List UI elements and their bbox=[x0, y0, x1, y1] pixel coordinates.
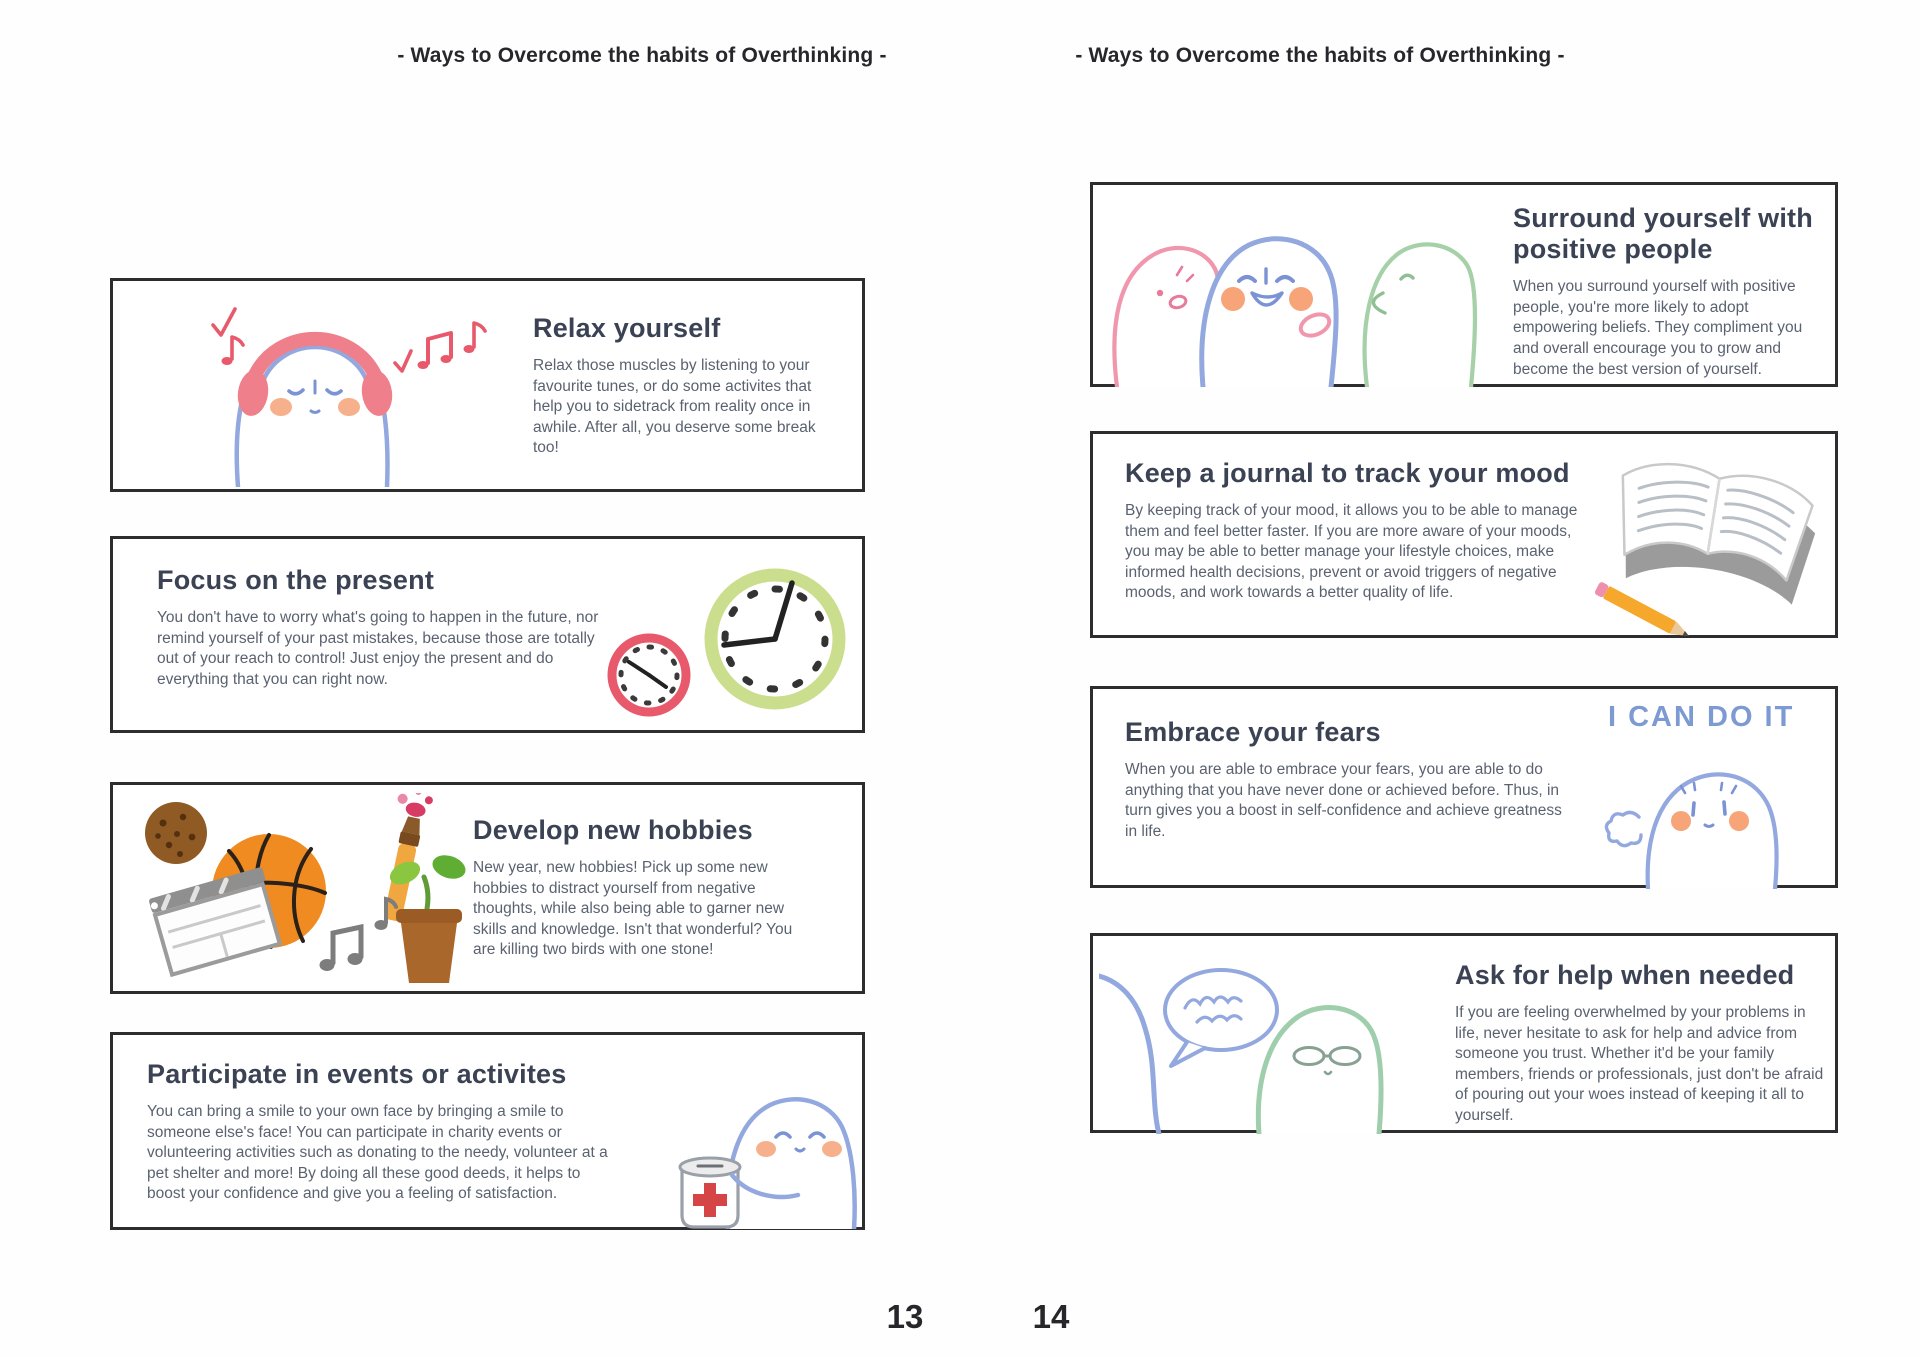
three-blobs-illustration bbox=[1105, 205, 1503, 387]
open-book-icon bbox=[1607, 456, 1822, 606]
determined-blob-icon bbox=[1648, 774, 1777, 889]
card-title: Ask for help when needed bbox=[1455, 960, 1795, 990]
hobbies-illustration bbox=[131, 793, 473, 991]
headphones-blob-icon bbox=[235, 336, 395, 487]
card-body: When you surround yourself with positive people, you're more likely to adopt empowering beliefs. They compliment you and overall encourage you to grow and become the best version of yourself. bbox=[1513, 278, 1803, 378]
card-title: Embrace your fears bbox=[1125, 717, 1381, 747]
card-surround-positive-people bbox=[1090, 182, 1838, 387]
small-clock-icon bbox=[612, 638, 686, 712]
card-title: Surround yourself with positive people bbox=[1513, 203, 1813, 265]
card-title: Keep a journal to track your mood bbox=[1125, 458, 1570, 488]
music-notes-icon bbox=[320, 899, 396, 971]
fist-icon bbox=[1606, 812, 1641, 845]
talking-blobs-illustration bbox=[1099, 950, 1491, 1134]
card-body: By keeping track of your mood, it allows you to be able to manage them and feel better faster. If you are more aware of your moods, you may be able to better manage your lifestyle choices, make informed health decisions, prevent or avoid triggers of negative moods, and work towards a better quality of life. bbox=[1125, 502, 1578, 602]
blob-headphones-illustration bbox=[143, 287, 573, 487]
card-develop-new-hobbies bbox=[110, 782, 865, 994]
card-embrace-your-fears bbox=[1090, 686, 1838, 888]
card-body: Relax those muscles by listening to your favourite tunes, or do some activites that help you to sidetrack from reality once in awhile. After all, you deserve some break too! bbox=[533, 357, 816, 457]
blue-blob-icon bbox=[1202, 239, 1336, 387]
page-number-left: 13 bbox=[886, 1298, 924, 1335]
speech-bubble-icon bbox=[1165, 970, 1277, 1066]
large-clock-icon bbox=[711, 575, 839, 703]
cookie-icon bbox=[145, 802, 207, 864]
card-body: New year, new hobbies! Pick up some new hobbies to distract yourself from negative thoughts, while also being able to garner new skills and knowledge. Isn't that wonderful? You are killing two birds with one stone! bbox=[473, 859, 793, 959]
clapperboard-icon bbox=[148, 867, 283, 975]
donation-jar-icon bbox=[680, 1158, 740, 1227]
card-ask-for-help bbox=[1090, 933, 1838, 1133]
blue-blob-edge bbox=[1099, 976, 1159, 1134]
card-title: Relax yourself bbox=[533, 313, 721, 343]
determined-blob-illustration bbox=[1593, 741, 1843, 889]
card-body: You don't have to worry what's going to happen in the future, nor remind yourself of your past mistakes, because those are totally out of your reach to control! Just enjoy the present and do everything that you can right now. bbox=[157, 609, 599, 688]
card-participate-in-events bbox=[110, 1032, 865, 1230]
journal-illustration bbox=[1588, 444, 1833, 636]
card-title: Participate in events or activites bbox=[147, 1059, 567, 1089]
card-body: You can bring a smile to your own face by bringing a smile to someone else's face! You can participate in charity events or volunteering activities such as donating to the needy, volunteer at a pet shelter and more! By doing all these good deeds, it helps to boost your confidence and give you a feeling of satisfaction. bbox=[147, 1103, 608, 1203]
glasses-blob-icon bbox=[1258, 1008, 1381, 1134]
green-blob-icon bbox=[1365, 244, 1475, 387]
page-number-right: 14 bbox=[1032, 1298, 1070, 1335]
i-can-do-it-handwriting: I CAN DO IT bbox=[1608, 701, 1795, 733]
card-relax-yourself bbox=[110, 278, 865, 492]
card-title: Focus on the present bbox=[157, 565, 435, 595]
card-focus-on-the-present bbox=[110, 536, 865, 733]
card-keep-a-journal bbox=[1090, 431, 1838, 638]
pencil-icon bbox=[1594, 581, 1692, 636]
page-header-right: - Ways to Overcome the habits of Overthinking - bbox=[1075, 44, 1565, 67]
potted-plant-icon bbox=[386, 851, 468, 983]
card-body: When you are able to embrace your fears, you are able to do anything that you have never done or achieved before. Thus, in turn gives you a boost in self-confidence and achieve greatness in life. bbox=[1125, 761, 1562, 840]
page-header-left: - Ways to Overcome the habits of Overthinking - bbox=[397, 44, 887, 67]
clocks-illustration bbox=[593, 549, 861, 729]
charity-blob-icon bbox=[727, 1099, 854, 1229]
blob-donation-jar-illustration bbox=[658, 1047, 863, 1229]
card-body: If you are feeling overwhelmed by your problems in life, never hesitate to ask for help and advice from someone you trust. Whether it'd be your family members, friends or professionals, just don't be afraid of pouring out your woes instead of keeping it all to yourself. bbox=[1455, 1004, 1824, 1125]
card-title: Develop new hobbies bbox=[473, 815, 753, 845]
